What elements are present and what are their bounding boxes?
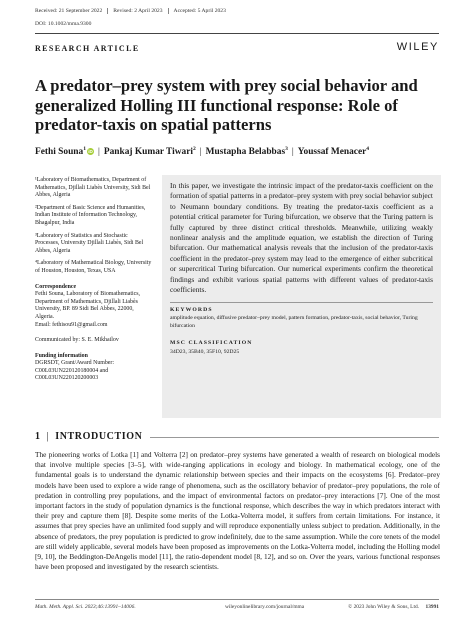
footer-divider xyxy=(35,599,439,600)
accepted-date: Accepted: 5 April 2023 xyxy=(168,8,231,14)
author-affiliation-mark: 4 xyxy=(366,146,370,152)
author-separator: | xyxy=(291,147,294,158)
author-separator: | xyxy=(199,147,202,158)
communicated-by: Communicated by: S. E. Mikhailov xyxy=(35,337,119,344)
section-title: INTRODUCTION xyxy=(55,431,143,442)
journal-url[interactable]: wileyonlinelibrary.com/journal/mma xyxy=(225,604,305,610)
section-separator: | xyxy=(46,431,50,442)
section-divider xyxy=(150,437,439,438)
journal-citation: Math. Meth. Appl. Sci. 2023;46:13991–14006. xyxy=(35,604,136,610)
author-affiliation-mark: 1 xyxy=(83,146,86,152)
affiliation: ¹Laboratory of Biomathematics, Department of Mathematics, Djillali Liabès University, Sidi Bel Abbes, Algeria xyxy=(35,177,151,199)
section-heading xyxy=(35,431,142,442)
orcid-icon[interactable]: iD xyxy=(88,149,93,155)
correspondence-email[interactable]: Email: fethisou91@gmail.com xyxy=(35,321,108,328)
author-name[interactable]: Youssaf Menacer xyxy=(297,147,367,158)
funding-line: C00L03UN220120200003 xyxy=(35,375,99,382)
publication-dates xyxy=(35,8,231,14)
author-name[interactable]: Fethi Souna xyxy=(35,147,84,158)
page-number: 13991 xyxy=(425,604,439,610)
correspondence-text: Fethi Souna, Laboratory of Biomathematics, Department of Mathematics, Djillali Liabès University, BP. 89 Sidi Bel Abbes, 22000, Algeria. xyxy=(35,291,141,320)
sidebar-metadata xyxy=(35,177,153,383)
article-type: RESEARCH ARTICLE xyxy=(35,44,140,53)
author-affiliation-mark: 2 xyxy=(192,146,196,152)
author-affiliation-mark: 3 xyxy=(285,146,288,152)
keywords-text: amplitude equation, diffusive predator–prey model, pattern formation, predator-taxis, social behavior, Turing bifurcation xyxy=(170,315,418,330)
header-divider xyxy=(35,33,439,34)
article-title: A predator–prey system with prey social behavior and generalized Holling III functional response: Role of predator-taxis on spatial patterns xyxy=(35,76,418,135)
publisher-logo: WILEY xyxy=(396,41,439,53)
msc-heading: MSC CLASSIFICATION xyxy=(170,339,253,346)
abstract-panel xyxy=(162,175,441,418)
received-date: Received: 21 September 2022 xyxy=(35,8,103,14)
funding-heading: Funding information xyxy=(35,352,88,359)
affiliation: ³Laboratory of Statistics and Stochastic Processes, University Djillali Liabès, Sidi Bel Abbes, Algeria xyxy=(35,232,144,254)
affiliation: ²Department of Basic Science and Humanities, Indian Institute of Information Technology, Bhagalpur, India xyxy=(35,204,146,226)
author-list xyxy=(35,146,369,157)
funding-line: DGRSDT, Grant/Award Number: C00L03UN220120180004 and xyxy=(35,360,115,374)
doi-link[interactable]: DOI: 10.1002/mma.9300 xyxy=(35,21,92,27)
section-number: 1 xyxy=(35,431,41,442)
correspondence-heading: Correspondence xyxy=(35,283,77,290)
author-name[interactable]: Pankaj Kumar Tiwari xyxy=(103,147,193,158)
copyright: © 2023 John Wiley & Sons, Ltd. xyxy=(348,604,419,610)
author-name[interactable]: Mustapha Belabbas xyxy=(205,147,286,158)
author-separator: | xyxy=(98,147,100,158)
msc-codes: 34D23, 35B40, 35F10, 92D25 xyxy=(170,348,240,355)
affiliation: ⁴Laboratory of Mathematical Biology, University of Houston, Houston, Texas, USA xyxy=(35,260,152,274)
keywords-heading: KEYWORDS xyxy=(170,302,433,313)
abstract-text: In this paper, we investigate the intrinsic impact of the predator-taxis coefficient on the formation of spatial patterns in a predator–prey system with prey social behavior subject to Neumann boundary conditions. By treating the predator-taxis coefficient as a potential critical parameter for Turing bifurcation, we observe that the Turing pattern is fully captured by three distinct critical thresholds. Meanwhile, utilizing weakly nonlinear analysis and the amplitude equation, we establish the direction of Turing bifurcation. Our mathematical analysis reveals that the inclusion of the predator-taxis coefficient in the predator–prey system may lead to the emergence of either subcritical or supercritical Turing bifurcation. Our numerical experiments confirm the theoretical findings and exhibit various spatial patterns with different values of predator-taxis coefficients. xyxy=(170,181,433,295)
introduction-paragraph: The pioneering works of Lotka [1] and Volterra [2] on predator–prey systems have generated a wealth of research on biological models that involve multiple species [3–5], with wide-ranging applications in ecology and biology. In mathematical ecology, one of the fundamental goals is to understand the dynamic relationship between species and their impacts on the ecosystems [6]. Predator–prey models have been used to explore a wide range of phenomena, such as the oscillatory behavior of predator–prey populations, the role of predation in controlling prey populations, and the impact of environmental factors on predator–prey interactions [7]. One of the most important factors in the study of population dynamics is the functional response, which describes the way in which predators interact with their prey and capture them [8]. Despite some merits of the Lotka-Volterra model, it suffers from certain limitations. For instance, it assumes that prey species have an unlimited food supply and will reproduce exponentially unless subject to predation. Additionally, in the absence of predators, the prey population is predicted to grow indefinitely, due to the same assumption. While the core tenets of the model are still widely applicable, several models have been proposed as improvements on the Lotka-Volterra model, including the Holling model [9, 10], the Beddington-DeAngelis model [11], the ratio-dependent model [8, 12], and so on. Over the years, various functional responses have been proposed and investigated by the research scientists. xyxy=(35,450,440,572)
revised-date: Revised: 2 April 2023 xyxy=(107,8,167,14)
